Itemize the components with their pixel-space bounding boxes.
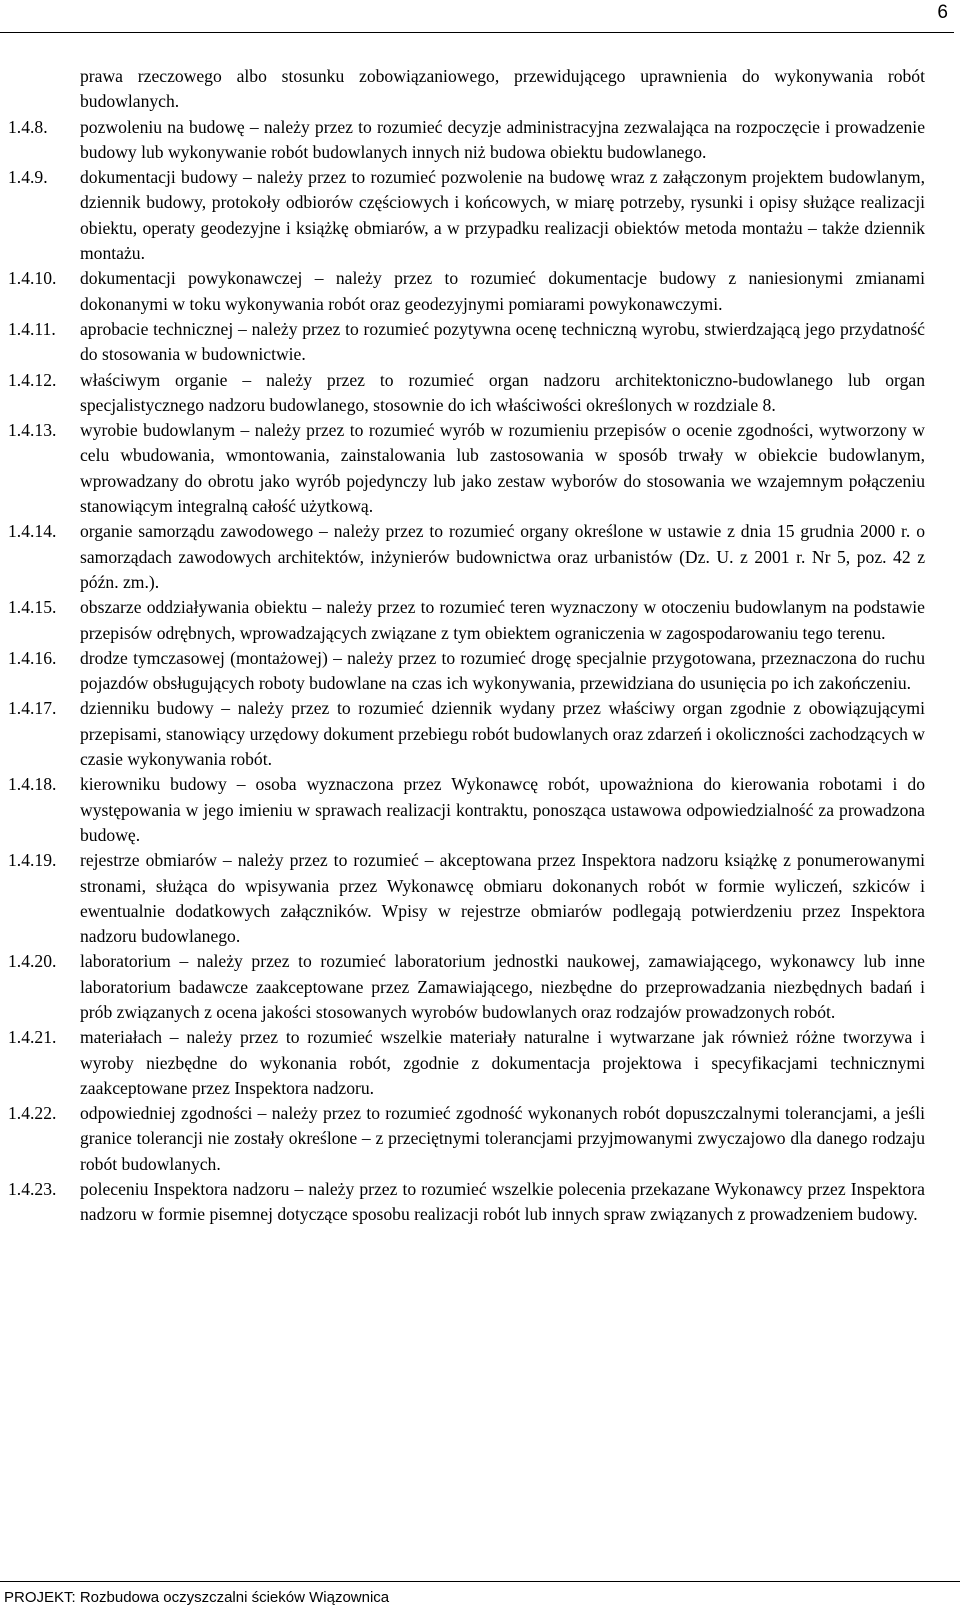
definition-text: laboratorium – należy przez to rozumieć laboratorium jednostki naukowej, zamawiającego, wykonawcy lub inne laboratorium badawcze zaakceptowane przez Zamawiającego, niezbędne do przeprowadzania niezbędnych badań i prób związanych z ocena jakości stosowanych wyrobów budowlanych oraz rodzajów prowadzonych robót. bbox=[80, 951, 925, 1022]
definition-text: kierowniku budowy – osoba wyznaczona przez Wykonawcę robót, upoważniona do kierowania robotami i do występowania w jego imieniu w sprawach realizacji kontraktu, ponosząca ustawowa odpowiedzialność za prowadzona budowę. bbox=[80, 774, 925, 845]
definition-number: 1.4.19. bbox=[8, 850, 57, 871]
definition-item bbox=[8, 772, 925, 848]
footer-project-label: PROJEKT: Rozbudowa oczyszczalni ścieków Wiązownica bbox=[4, 1589, 390, 1606]
definition-number: 1.4.16. bbox=[8, 647, 57, 668]
definition-item bbox=[8, 368, 925, 419]
document-body bbox=[8, 64, 925, 1228]
definition-item bbox=[8, 1101, 925, 1177]
definition-text: drodze tymczasowej (montażowej) – należy przez to rozumieć drogę specjalnie przygotowana, przeznaczona do ruchu pojazdów obsługujących roboty budowlane na czas ich wykonywania, przewidziana do usunięcia po ich zakończeniu. bbox=[80, 647, 925, 694]
definition-number: 1.4.10. bbox=[8, 268, 57, 289]
definition-text: poleceniu Inspektora nadzoru – należy przez to rozumieć wszelkie polecenia przekazane Wykonawcy przez Inspektora nadzoru w formie pisemnej dotyczące sposobu realizacji robót lub innych spraw związanych z prowadzeniem budowy. bbox=[80, 1179, 925, 1225]
definition-item bbox=[8, 848, 925, 949]
definition-item bbox=[8, 317, 925, 368]
definition-number: 1.4.17. bbox=[8, 698, 57, 719]
footer-divider bbox=[0, 1581, 960, 1582]
definition-text: dokumentacji budowy – należy przez to rozumieć pozwolenie na budowę wraz z załączonym projektem budowlanym, dziennik budowy, protokoły odbiorów częściowych i końcowych, w miarę potrzeby, rysunki i opisy służące realizacji obiektu, operaty geodezyjne i książkę obmiarów, a w przypadku realizacji obiektów metoda montażu – także dziennik montażu. bbox=[80, 167, 925, 264]
definition-text: wyrobie budowlanym – należy przez to rozumieć wyrób w rozumieniu przepisów o ocenie zgodności, wytworzony w celu wbudowania, wmontowania, zainstalowania lub zastosowania w sposób trwały w obiekcie budowlanym, wprowadzany do obrotu jako wyrób pojedynczy lub jako zestaw wyborów do stosowania we wzajemnym połączeniu stanowiącym integralną całość użytkową. bbox=[80, 420, 925, 517]
definition-item bbox=[8, 949, 925, 1025]
definition-item bbox=[8, 646, 925, 697]
page-header bbox=[0, 0, 960, 40]
definition-item bbox=[8, 418, 925, 519]
definition-item bbox=[8, 1025, 925, 1101]
header-divider bbox=[0, 32, 954, 33]
definition-item bbox=[8, 696, 925, 772]
definition-text: aprobacie technicznej – należy przez to rozumieć pozytywna ocenę techniczną wyrobu, stwierdzającą jego przydatność do stosowania w budownictwie. bbox=[80, 318, 925, 365]
definition-number: 1.4.14. bbox=[8, 521, 57, 542]
continuation-paragraph: prawa rzeczowego albo stosunku zobowiązaniowego, przewidującego uprawnienia do wykonywania robót budowlanych. bbox=[80, 66, 925, 112]
definition-text: pozwoleniu na budowę – należy przez to rozumieć decyzje administracyjna zezwalająca na rozpoczęcie i prowadzenie budowy lub wykonywanie robót budowlanych innych niż budowa obiektu budowlanego. bbox=[80, 116, 925, 162]
definition-text: obszarze oddziaływania obiektu – należy przez to rozumieć teren wyznaczony w otoczeniu budowlanym na podstawie przepisów odrębnych, wprowadzających związane z tym obiektem ograniczenia w zagospodarowaniu tego terenu. bbox=[80, 597, 925, 643]
definition-item bbox=[8, 595, 925, 646]
page-number: 6 bbox=[937, 2, 948, 23]
definition-text: odpowiedniej zgodności – należy przez to rozumieć zgodność wykonanych robót dopuszczalnymi tolerancjami, a jeśli granice tolerancji nie zostały określone – z przeciętnymi tolerancjami przyjmowanymi zwyczajowo dla danego rodzaju robót budowlanych. bbox=[80, 1103, 925, 1174]
definition-number: 1.4.23. bbox=[8, 1179, 57, 1200]
page-footer bbox=[0, 1581, 960, 1615]
definition-number: 1.4.9. bbox=[8, 167, 48, 188]
definition-text: właściwym organie – należy przez to rozumieć organ nadzoru architektoniczno-budowlanego lub organ specjalistycznego nadzoru budowlanego, stosownie do ich właściwości określonych w rozdziale 8. bbox=[80, 369, 925, 415]
definition-number: 1.4.18. bbox=[8, 774, 57, 795]
definition-text: rejestrze obmiarów – należy przez to rozumieć – akceptowana przez Inspektora nadzoru książkę z ponumerowanymi stronami, służąca do wpisywania przez Wykonawcę obmiaru dokonanych robót w formie wyliczeń, szkiców i ewentualnie dodatkowych załączników. Wpisy w rejestrze obmiarów podlegają potwierdzeniu przez Inspektora nadzoru budowlanego. bbox=[80, 850, 925, 947]
definition-number: 1.4.13. bbox=[8, 420, 57, 441]
definition-number: 1.4.15. bbox=[8, 597, 57, 618]
definition-item bbox=[8, 519, 925, 595]
definition-text: dzienniku budowy – należy przez to rozumieć dziennik wydany przez właściwy organ zgodnie z obowiązującymi przepisami, stanowiący urzędowy dokument przebiegu robót budowlanych oraz zdarzeń i okoliczności zachodzących w czasie wykonywania robót. bbox=[80, 698, 925, 770]
definition-number: 1.4.12. bbox=[8, 369, 57, 390]
definition-number: 1.4.22. bbox=[8, 1103, 57, 1124]
definition-number: 1.4.8. bbox=[8, 116, 48, 137]
definition-text: organie samorządu zawodowego – należy przez to rozumieć organy określone w ustawie z dnia 15 grudnia 2000 r. o samorządach zawodowych architektów, inżynierów budownictwa oraz urbanistów (Dz. U. z 2001 r. Nr 5, poz. 42 z późn. zm.). bbox=[80, 521, 925, 592]
definitions-list bbox=[8, 115, 925, 1228]
definition-number: 1.4.21. bbox=[8, 1027, 57, 1048]
definition-item bbox=[8, 266, 925, 317]
definition-item bbox=[8, 115, 925, 166]
definition-item bbox=[8, 1177, 925, 1228]
definition-text: materiałach – należy przez to rozumieć wszelkie materiały naturalne i wytwarzane jak również różne tworzywa i wyroby niezbędne do wykonania robót, zgodnie z dokumentacja projektowa i specyfikacjami technicznymi zaakceptowane przez Inspektora nadzoru. bbox=[80, 1027, 925, 1098]
definition-text: dokumentacji powykonawczej – należy przez to rozumieć dokumentacje budowy z naniesionymi zmianami dokonanymi w toku wykonywania robót oraz geodezyjnymi pomiarami powykonawczymi. bbox=[80, 268, 925, 314]
definition-number: 1.4.11. bbox=[8, 318, 56, 339]
definition-item bbox=[8, 165, 925, 266]
definition-number: 1.4.20. bbox=[8, 951, 57, 972]
